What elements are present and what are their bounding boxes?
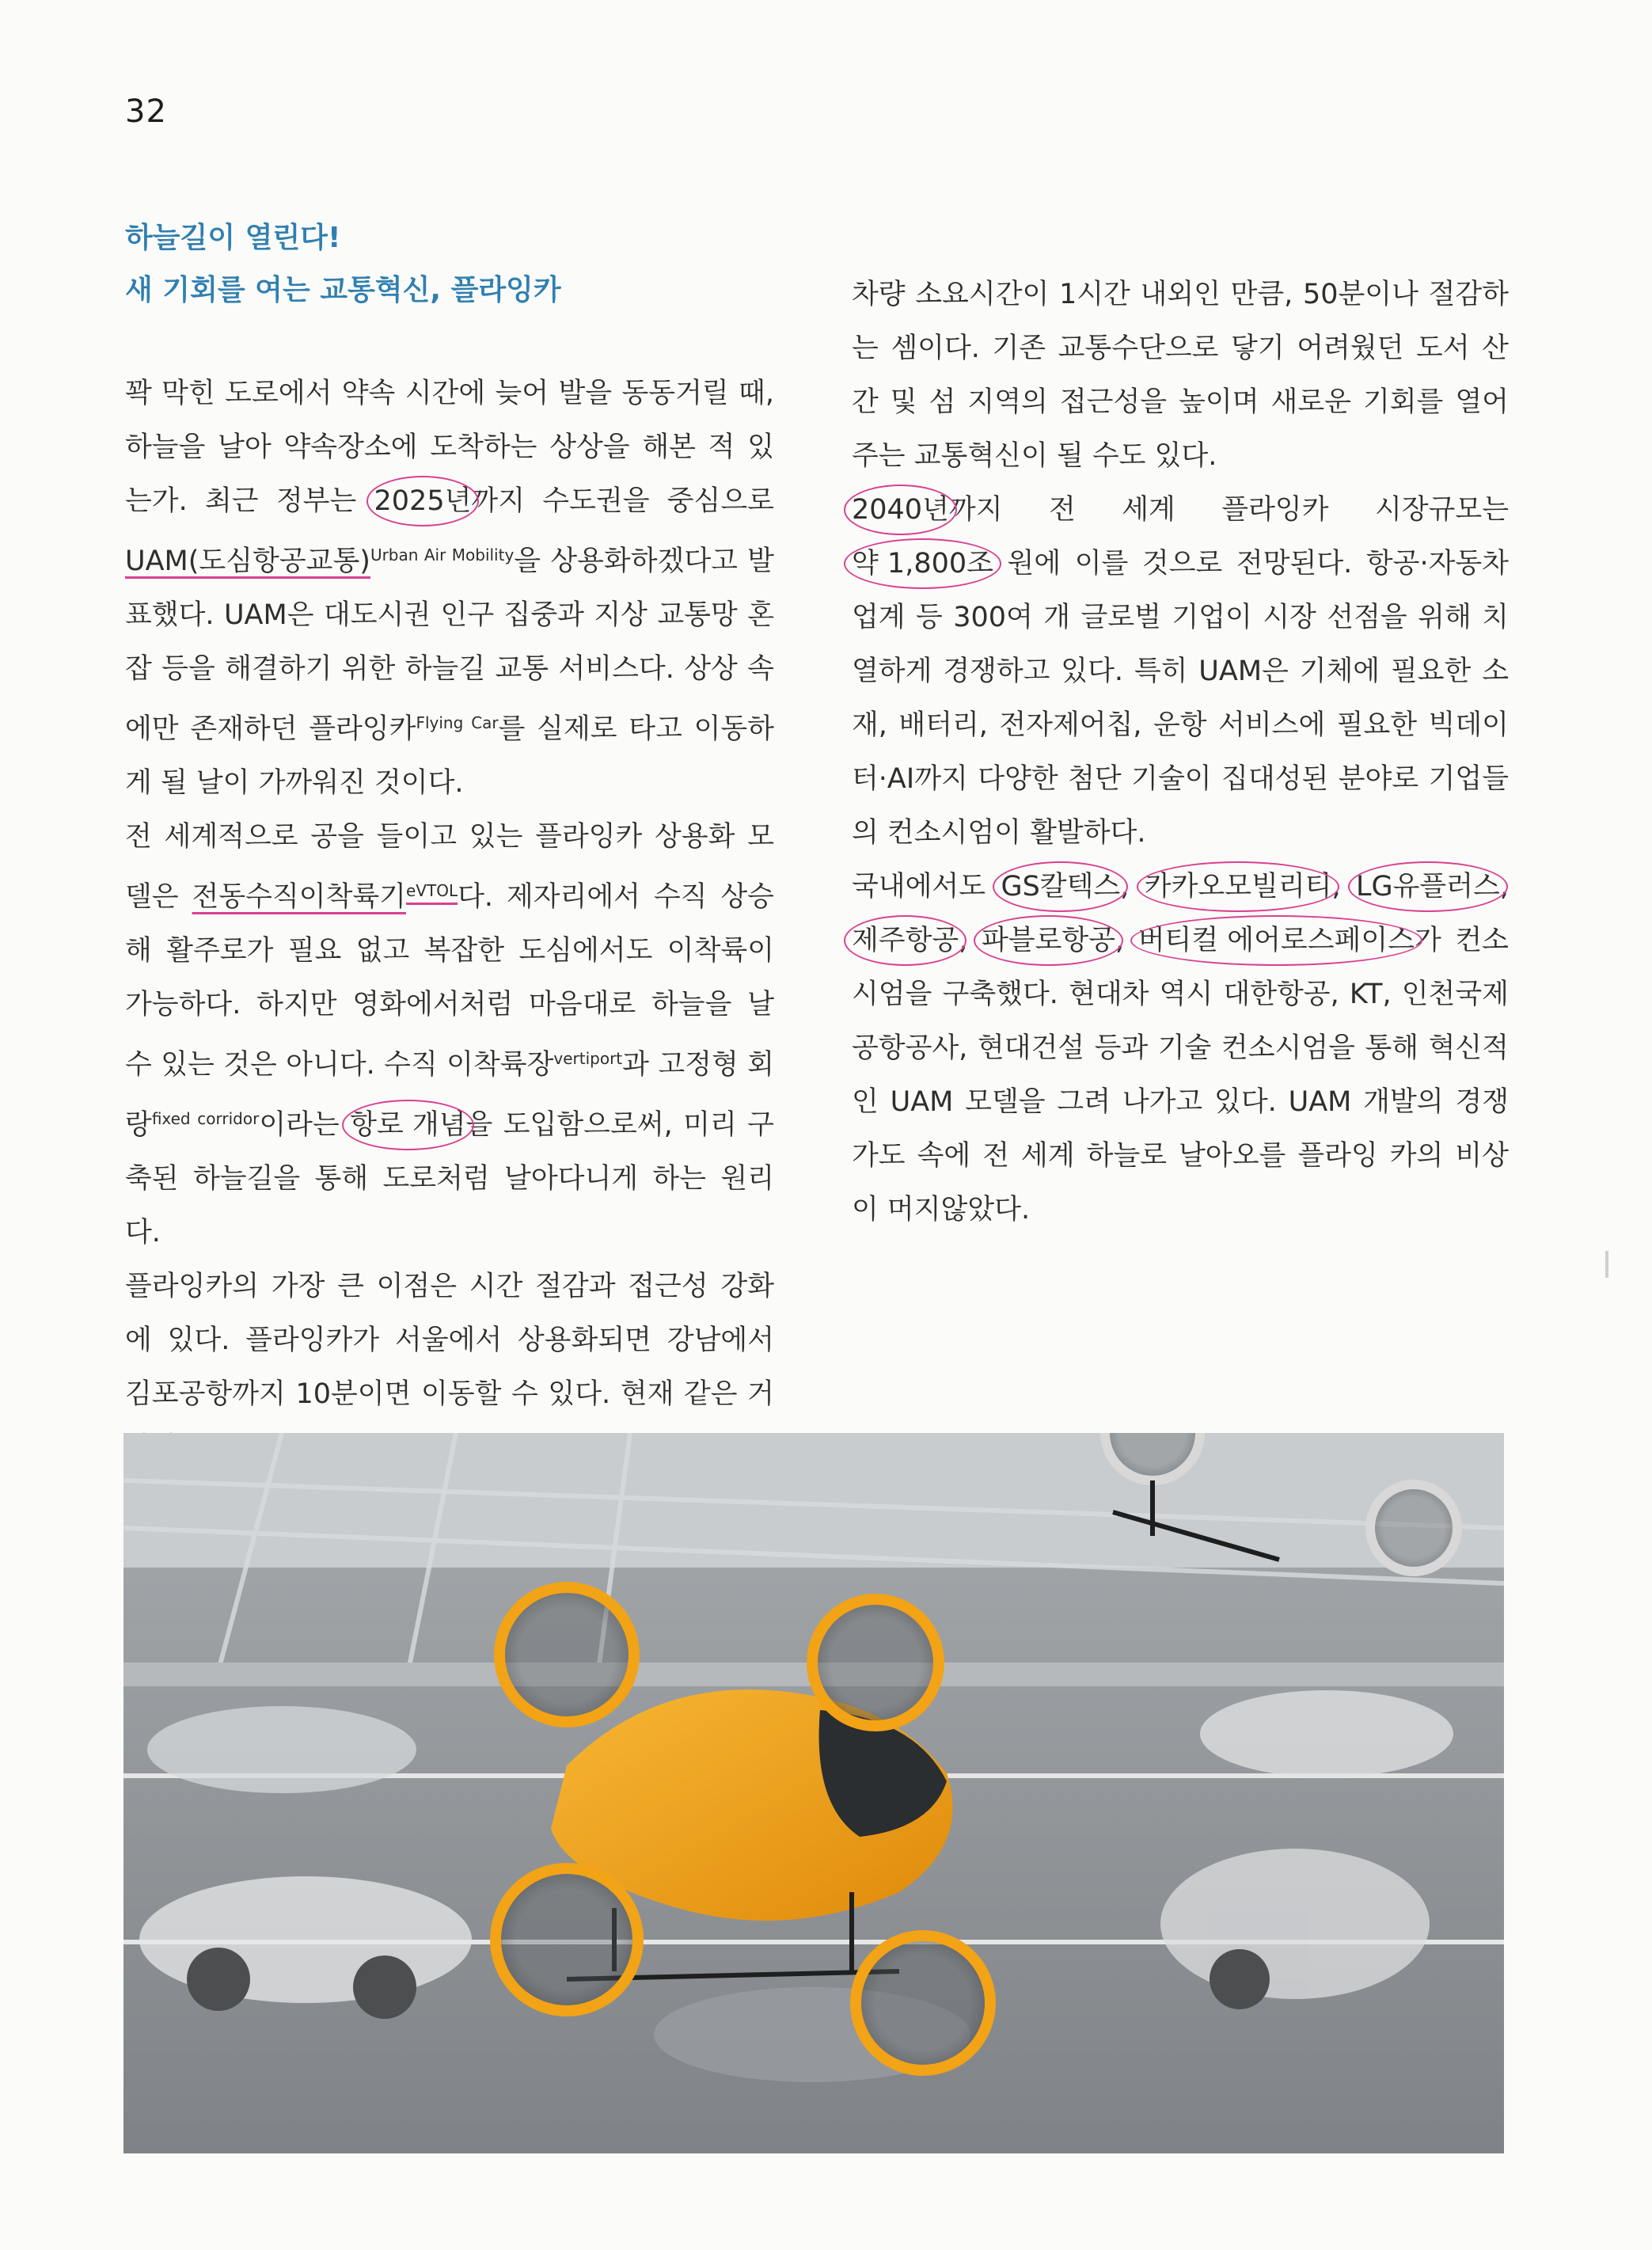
headline (125, 212, 561, 317)
corner-mark (1605, 1251, 1608, 1278)
flying-car-illustration-icon (123, 1433, 1504, 2153)
right-column (852, 268, 1509, 1237)
left-paragraph-3: 플라잉카의 가장 큰 이점은 시간 절감과 접근성 강화에 있다. 플라잉카가 서울에서 상용화되면 강남에서 김포공항까지 10분이면 이동할 수 있다. 현재 같은 거 (125, 1271, 774, 1410)
left-column (125, 367, 774, 1475)
right-paragraph-3: 국내에서도 GS칼텍스, 카카오모빌리티, LG유플러스, 제주항공, 파블로항공, 버티컬 에어로스페이스가 컨소시엄을 구축했다. 현대차 역시 대한항공, KT, 인천국제공항공사, 현대건설 등과 기술 컨소시엄을 통해 혁신적인 UAM 모델을 그려 나가고 있다. UAM 개발의 경쟁가도 속에 전 세계 하늘로 날아오를 플라잉 카의 비상이 머지않았다. (852, 860, 1509, 1237)
left-paragraph-1: 꽉 막힌 도로에서 약속 시간에 늦어 발을 동동거릴 때, 하늘을 날아 약속장소에 도착하는 상상을 해본 적 있는가. 최근 정부는 2025년까지 수도권을 중심으로 UAM(도심항공교통)$^{Urban Air Mobility}$을 상용화하겠다고 발표했다. UAM은 대도시권 인구 집중과 지상 교통망 혼잡 등을 해결하기 위한 하늘길 교통 서비스다. 상상 속에만 존재하던 플라잉카$^{Flying Car}$를 실제로 타고 이동하게 될 날이 가까워진 것이다. (125, 378, 774, 799)
photo-illustration (123, 1433, 1504, 2153)
right-paragraph-1: 차량 소요시간이 1시간 내외인 만큼, 50분이나 절감하는 셈이다. 기존 교통수단으로 닿기 어려웠던 도서 산간 및 섬 지역의 접근성을 높이며 새로운 기회를 열어주는 교통혁신이 될 수도 있다. (852, 279, 1509, 472)
headline-line1: 하늘길이 열린다! (125, 222, 341, 254)
left-paragraph-2: 전 세계적으로 공을 들이고 있는 플라잉카 상용화 모델은 전동수직이착륙기$^{eVTOL}$다. 제자리에서 수직 상승해 활주로가 필요 없고 복잡한 도심에서도 이착륙이 가능하다. 하지만 영화에서처럼 마음대로 하늘을 날 수 있는 것은 아니다. 수직 이착륙장$^{vertiport}$과 고정형 회랑$^{fixed corridor}$이라는 항로 개념을 도입함으로써, 미리 구축된 하늘길을 통해 도로처럼 날아다니게 하는 원리다. (125, 821, 774, 1249)
annotation-circle: 버티컬 에어로스페이스 (1138, 914, 1415, 967)
annotation-circle: GS칼텍스 (1001, 860, 1120, 914)
annotation-circle: 2040년 (852, 483, 949, 537)
annotation-underline: UAM(도심항공교통) (125, 545, 370, 577)
annotation-circle: 파블로항공 (982, 914, 1115, 967)
annotation-circle: LG유플러스 (1356, 860, 1500, 914)
headline-line2: 새 기회를 여는 교통혁신, 플라잉카 (125, 274, 561, 306)
page-number: 32 (125, 93, 167, 130)
annotation-circle: 항로 개념 (350, 1098, 465, 1152)
annotation-circle: 2025년 (374, 474, 472, 528)
annotation-circle: 제주항공 (852, 914, 959, 967)
annotation-underline: 전동수직이착륙기 (192, 881, 406, 913)
annotation-circle: 약 1,800조 (852, 537, 993, 591)
annotation-circle: 카카오모빌리티 (1145, 860, 1332, 914)
right-paragraph-2: 2040년까지 전 세계 플라잉카 시장규모는 약 1,800조 원에 이를 것으로 전망된다. 항공·자동차 업계 등 300여 개 글로벌 기업이 시장 선점을 위해 치열하게 경쟁하고 있다. 특히 UAM은 기체에 필요한 소재, 배터리, 전자제어칩, 운항 서비스에 필요한 빅데이터·AI까지 다양한 첨단 기술이 집대성된 분야로 기업들의 컨소시엄이 활발하다. (852, 483, 1509, 860)
